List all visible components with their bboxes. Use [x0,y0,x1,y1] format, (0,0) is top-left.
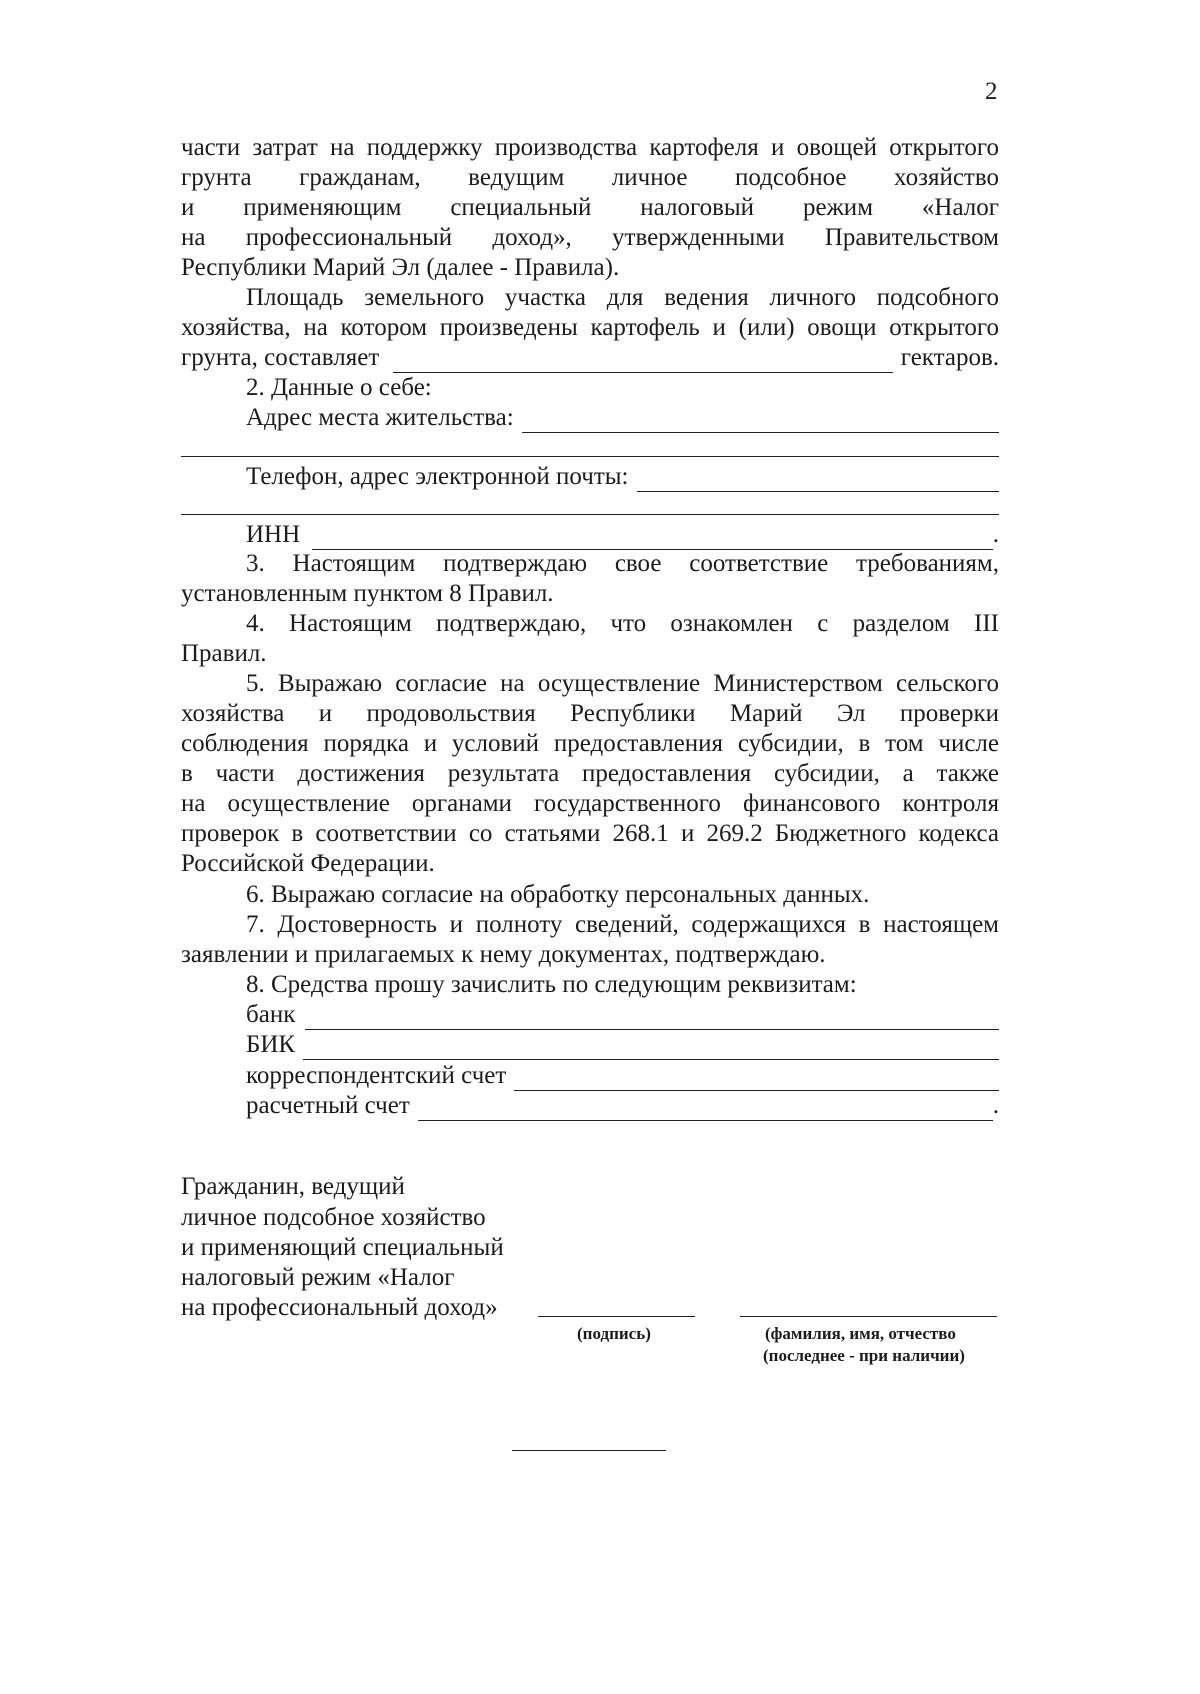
intro-line: Республики Марий Эл (далее - Правила). [181,254,620,281]
inn-field[interactable] [312,529,993,550]
full-name-caption: (фамилия, имя, отчество [765,1324,956,1343]
address-row [246,403,999,433]
address-label: Адрес места жительства: [246,404,514,431]
p5-line: хозяйства и продовольствия Республики Марий Эл проверки [181,700,999,727]
account-row [246,1091,999,1121]
p5-line: в части достижения результата предоставления субсидии, а также [181,760,999,787]
p7-line: заявлении и прилагаемых к нему документах, подтверждаю. [181,941,826,968]
p6-line: 6. Выражаю согласие на обработку персональных данных. [246,881,870,908]
phone-email-label: Телефон, адрес электронной почты: [246,463,629,490]
end-separator [512,1450,666,1451]
p5-line: 5. Выражаю согласие на осуществление Министерством сельского [246,670,999,697]
p3-line: установленным пунктом 8 Правил. [181,580,554,607]
signature-field[interactable] [538,1316,695,1317]
area-line: Площадь земельного участка для ведения личного подсобного [246,284,999,311]
bank-field[interactable] [305,1009,999,1030]
signature-caption: (подпись) [577,1324,651,1343]
inn-label: ИНН [246,521,301,548]
signer-line: и применяющий специальный [181,1234,504,1261]
signer-line: на профессиональный доход» [181,1294,498,1321]
p5-line: Российской Федерации. [181,850,435,877]
phone-email-field[interactable] [637,471,999,492]
p3-line: 3. Настоящим подтверждаю свое соответствие требованиям, [246,550,999,577]
intro-line: грунта гражданам, ведущим личное подсобное хозяйство [181,164,999,191]
bik-row [246,1030,999,1060]
account-field[interactable] [418,1100,993,1121]
corr-account-row [246,1061,999,1091]
bik-label: БИК [246,1031,296,1058]
inn-row [246,520,999,550]
intro-line: на профессиональный доход», утвержденными Правительством [181,224,999,251]
signer-line: личное подсобное хозяйство [181,1204,486,1231]
area-field-row [181,343,999,373]
p4-line: 4. Настоящим подтверждаю, что ознакомлен с разделом III [246,610,999,637]
address-field-line-2[interactable] [181,456,999,457]
p5-line: проверок в соответствии со статьями 268.1 и 269.2 Бюджетного кодекса [181,820,999,847]
inn-period: . [992,521,999,548]
corr-account-label: корреспондентский счет [246,1062,507,1089]
bik-field[interactable] [303,1039,999,1060]
bank-label: банк [246,1001,296,1028]
phone-row [246,462,999,492]
area-line: хозяйства, на котором произведены картофель и (или) овощи открытого [181,314,999,341]
area-suffix: гектаров. [900,344,999,371]
signer-line: налоговый режим «Налог [181,1264,455,1291]
full-name-field[interactable] [740,1316,997,1317]
account-period: . [992,1092,999,1119]
corr-account-field[interactable] [514,1070,999,1091]
signer-line: Гражданин, ведущий [181,1173,405,1200]
address-field[interactable] [522,412,999,433]
intro-line: и применяющим специальный налоговый режим «Налог [181,194,999,221]
bank-row [246,1000,999,1030]
p4-line: Правил. [181,640,267,667]
phone-email-field-line-2[interactable] [181,514,999,515]
account-label: расчетный счет [246,1092,410,1119]
area-prefix: грунта, составляет [181,344,380,371]
p8-heading: 8. Средства прошу зачислить по следующим реквизитам: [246,971,857,998]
page-number: 2 [985,78,998,105]
self-heading: 2. Данные о себе: [246,374,432,401]
area-field[interactable] [393,352,893,373]
p5-line: на осуществление органами государственного финансового контроля [181,790,999,817]
intro-line: части затрат на поддержку производства картофеля и овощей открытого [181,134,999,161]
full-name-caption-note: (последнее - при наличии) [763,1346,965,1365]
p5-line: соблюдения порядка и условий предоставления субсидии, в том числе [181,730,999,757]
p7-line: 7. Достоверность и полноту сведений, содержащихся в настоящем [246,911,999,938]
